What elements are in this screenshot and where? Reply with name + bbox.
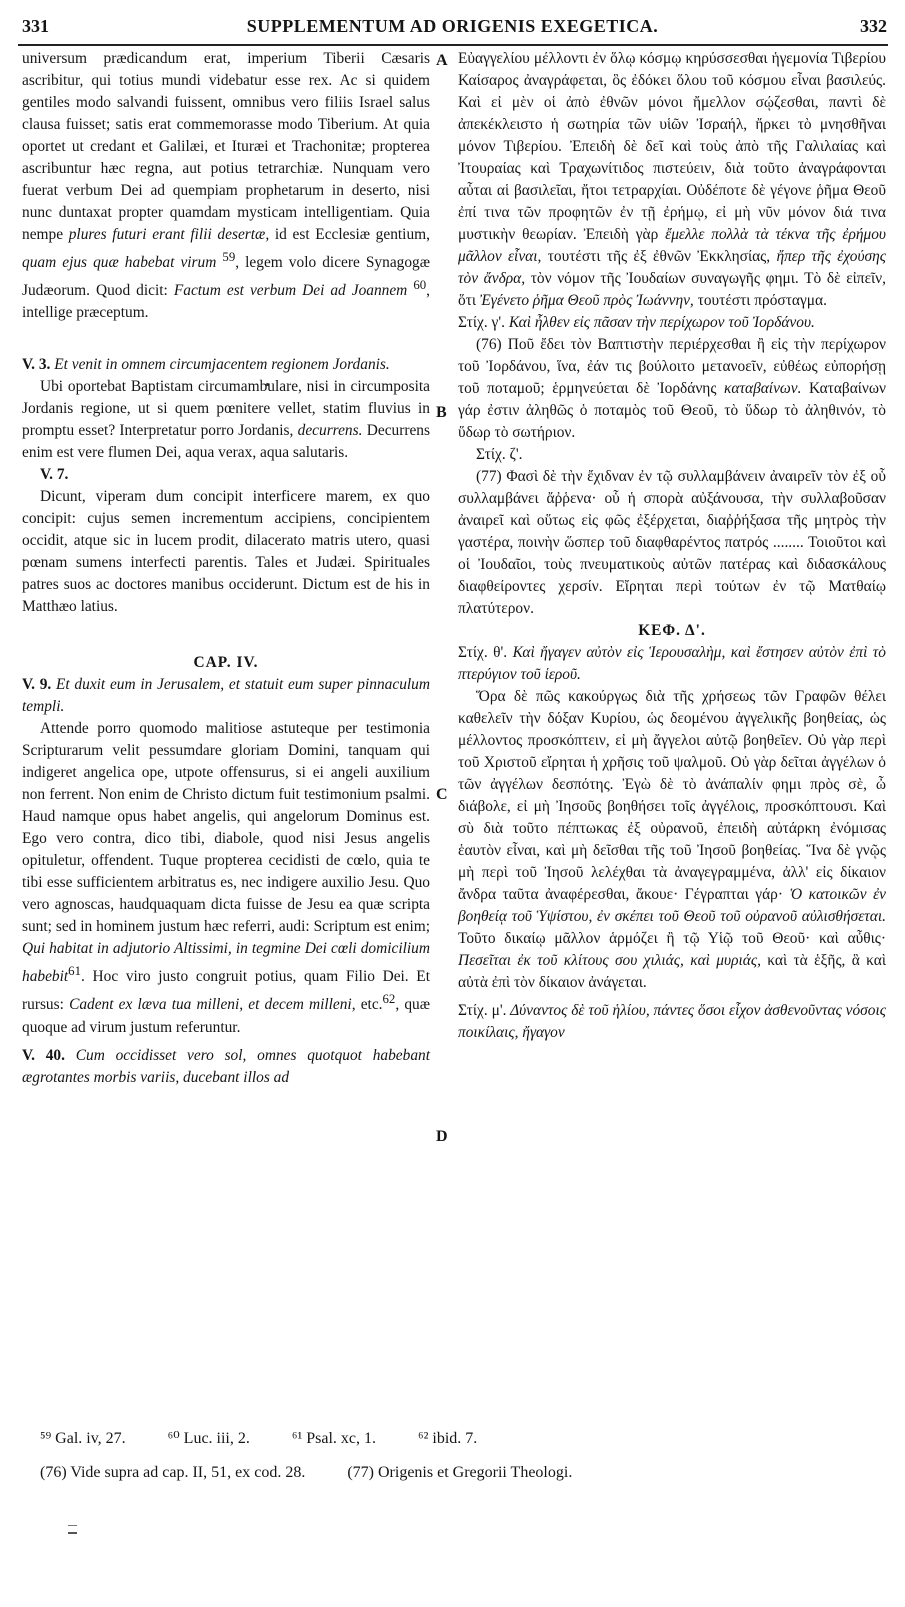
greek-paragraph-4: Ὅρα δὲ πῶς κακούργως διὰ τῆς χρήσεως τῶν Γραφῶν θέλει καθελεῖν τὴν δόξαν Κυρίου, ὡς δεομένου ἀγγελικῆς βοηθείας, ὡς μέλλοντος προσκόπτειν, εἰ μὴ ἄγγελοι αὐτῷ βοηθεῖεν. Οὐ γὰρ περὶ τοῦ Χριστοῦ εἴρηται ἡ χρῆσις τοῦ ψαλμοῦ. Οὐ γὰρ δεῖται ἀγγέλων ὁ τῶν ἀγγέλων δεσπότης. Ἐγὼ δὲ τὸ ἀνάπαλίν φημι πρὸς σὲ, ὦ διάβολε, εἰ μὴ Ἰησοῦς βοηθήσει τοῖς ἀγγέλοις, προσκόπτουσι. Καὶ σὺ διὰ τοῦτο πέπτωκας ἐξ οὐρανοῦ, ἐπειδὴ αὐτάρκη ἐνόμισας ἑαυτὸν εἶναι, καὶ μὴ δεῖσθαι τῆς τοῦ Ἰησοῦ βοηθείας. Ἵνα δὲ γνῷς μὴ περὶ τοῦ Ἰησοῦ λελέχθαι τὰ ἀναγεγραμμένα, ἀλλ' εἰς δίκαιον ἄνδρα ταῦτα ἀναφέρεσθαι, ἄκουε· Γέγραπται γάρ· Ὁ κατοικῶν ἐν βοηθείᾳ τοῦ Ὑψίστου, ἐν σκέπει τοῦ Θεοῦ τοῦ οὐρανοῦ αὐλισθήσεται. Τοῦτο δικαίῳ μᾶλλον ἁρμόζει ἢ τῷ Υἱῷ τοῦ Θεοῦ· καὶ αὖθις· Πεσεῖται ἐκ τοῦ κλίτους σου χιλιάς, καὶ μυριάς, καὶ τὰ ἑξῆς, ἃ καὶ αὐτὰ ἐπὶ τὸν δίκαιον ἀνάγεται. (458, 688, 886, 991)
margin-letter-b: B (436, 404, 447, 421)
footnote-61: ⁶¹ Psal. xc, 1. (291, 1430, 377, 1447)
greek-verse-heading-3: Στίχ. γ'. Καὶ ἦλθεν εἰς πᾶσαν τὴν περίχωρον τοῦ Ἰορδάνου. (458, 314, 815, 331)
latin-verse-heading-40: V. 40. Cum occidisset vero sol, omnes quotquot habebant ægrotantes morbis variis, ducebant illos ad (22, 1046, 430, 1086)
footnote-59: ⁵⁹ Gal. iv, 27. (40, 1430, 126, 1447)
footnote-62: ⁶² ibid. 7. (418, 1430, 478, 1447)
footnote-76: (76) Vide supra ad cap. II, 51, ex cod. 28. (40, 1464, 306, 1481)
page-number-left: 331 (22, 16, 49, 36)
greek-paragraph-1: Εὐαγγελίου μέλλοντι ἐν ὅλῳ κόσμῳ κηρύσσεσθαι ἡγεμονία Τιβερίου Καίσαρος ἀναγράφεται, ὃς ἐδόκει ὅλου τοῦ κόσμου εἶναι βασιλεύς. Καὶ εἰ μὲν οἱ ἀπὸ ἐθνῶν μόνοι ἤμελλον σῴζεσθαι, παντὶ δὲ ἀπεκέκλειστο ἡ σωτηρία τῶν υἱῶν Ἰσραήλ, ἤρκει τὸ μνησθῆναι μόνον Τιβερίου. Ἐπειδὴ δὲ δεῖ καὶ τοὺς ἀπὸ τῆς Γαλιλαίας καὶ Ἰτουραίας καὶ Τραχωνίτιδος πιστεύειν, διὰ τοῦτο ἀναγράφονται αὗται αἱ βασιλεῖαι, ἤτοι τετραρχίαι. Οὐδέποτε δὲ γέγονε ῥῆμα Θεοῦ ἐπί τινα τῶν προφητῶν ἐν τῇ ἐρήμῳ, εἰ μὴ νῦν μόνον διά τινα μυστικὴν θεωρίαν. Ἐπειδὴ γὰρ ἔμελλε πολλὰ τὰ τέκνα τῆς ἐρήμου μᾶλλον εἶναι, τουτέστι τῆς ἐξ ἐθνῶν Ἐκκλησίας, ἤπερ τῆς ἐχούσης τὸν ἄνδρα, τὸν νόμον τῆς Ἰουδαίων συναγωγῆς φημι. Τὸ δὲ εἰπεῖν, ὅτι Ἐγένετο ῥῆμα Θεοῦ πρὸς Ἰωάννην, τουτέστι πρόσταγμα. (458, 50, 886, 309)
greek-verse-heading-7: Στίχ. ζ'. (476, 446, 523, 463)
greek-verse-heading-9: Στίχ. θ'. Καὶ ἤγαγεν αὐτὸν εἰς Ἱερουσαλὴμ, καὶ ἔστησεν αὐτὸν ἐπὶ τὸ πτερύγιον τοῦ ἱεροῦ. (458, 644, 886, 683)
running-title: SUPPLEMENTUM AD ORIGENIS EXEGETICA. (246, 16, 659, 36)
latin-verse-heading-3: V. 3. Et venit in omnem circumjacentem regionem Jordanis. (22, 356, 390, 374)
page-number-right: 332 (860, 16, 887, 36)
latin-verse-heading-9: V. 9. Et duxit eum in Jerusalem, et statuit eum super pinnaculum templi. (22, 676, 430, 716)
margin-letter-c: C (436, 786, 448, 803)
footnotes-line-2 (40, 1462, 890, 1484)
greek-paragraph-3: (77) Φασὶ δὲ τὴν ἔχιδναν ἐν τῷ συλλαμβάνειν ἀναιρεῖν τὸν ἐξ οὗ συλλαμβάνει ἄῤῥενα· οὗ ἡ σπορὰ αὐξάνουσα, τὴν συλλαβοῦσαν ἀναιρεῖ καὶ οὕτως εἰς φῶς ἐξέρχεται, διαῤῥήξασα τῆς μητρὸς τὴν γαστέρα, ποινὴν ὥσπερ τοῦ διαφθαρέντος πατρός ........ Τοιοῦτοι καὶ οἱ Ἰουδαῖοι, τοὺς πνευματικοὺς αὐτῶν πατέρας καὶ διδασκάλους διαφθείροντες χερσίν. Εἴρηται περὶ τούτων ἐν τῷ Ματθαίῳ πλατύτερον. (458, 468, 886, 617)
margin-letter-a: A (436, 52, 448, 69)
footnotes-line-1 (40, 1428, 890, 1450)
latin-chapter-heading: CAP. IV. (193, 654, 259, 672)
greek-column (458, 48, 886, 1044)
greek-verse-heading-40: Στίχ. μ'. Δύναντος δὲ τοῦ ἡλίου, πάντες ὅσοι εἶχον ἀσθενοῦντας νόσοις ποικίλαις, ἤγαγον (458, 1002, 886, 1041)
latin-paragraph-2: Ubi oportebat Baptistam circumambulare, nisi in circumposita Jordanis regione, ut si quem pœnitere vellet, statim fluvius in promptu esset? Interpretatur porro Jordanis, decurrens. Decurrens enim est vere flumen Dei, aqua verax, aqua salutaris. (22, 378, 430, 462)
latin-paragraph-1: universum prædicandum erat, imperium Tiberii Cæsaris ascribitur, qui totius mundi videbatur esse rex. Ac si quidem gentiles modo salvandi fuissent, omnibus vero filiis Israel salus clausa fuisset; satis erat commemorasse modo Tiberium. At quia oportet ut credant et Galilæi, et Ituræi et Trachonitæ; propterea ascribuntur hæc regna, aut potius tetrarchiæ. Nunquam vero fuerat verbum Dei ad quempiam prophetarum in deserto, nisi nunc duntaxat propter quamdam mysticam intelligentiam. Quia nempe plures futuri erant filii desertæ, id est Ecclesiæ gentium, quam ejus quæ habebat virum $^{59}$, legem volo dicere Synagogæ Judæorum. Quod dicit: Factum est verbum Dei ad Joannem $^{60}$, intellige præceptum. (22, 50, 430, 322)
latin-verse-heading-7: V. 7. (40, 466, 69, 484)
latin-paragraph-4: Attende porro quomodo malitiose astuteque per testimonia Scripturarum velit pessumdare gloriam Domini, tanquam qui indigeret angelica ope, utpote offensurus, si ei angeli auxilium non ferrent. Non enim de Christo dictum fuit testimonium psalmi. Haud namque opus habet angelis, qui angelorum Dominus est. Ego vero contra, dico tibi, diabole, quod nisi Jesus angelis opituletur, offendent. Tuque propterea cecidisti de cœlo, quia te tibi esse sufficientem arbitratus es, nec indigere auxilio Jesu. Quo vero agnoscas, haudquaquam dicta fuisse de Jesu ea quæ scripta sunt; sed in hominem justum hæc referri, audi: Scriptum est enim; Qui habitat in adjutorio Altissimi, in tegmine Dei cœli domicilium habebit$^{61}$. Hoc viro justo congruit potius, quam Filio Dei. Et rursus: Cadent ex læva tua milleni, et decem milleni, etc.$^{62}$, quæ quoque ad virum justum referuntur. (22, 720, 430, 1036)
margin-letter-d: D (436, 1128, 448, 1145)
greek-chapter-heading: ΚΕΦ. Δ'. (638, 622, 706, 639)
footnote-60: ⁶⁰ Luc. iii, 2. (167, 1430, 250, 1447)
latin-paragraph-3: Dicunt, viperam dum concipit interficere marem, ex quo concipit: cujus semen incrementum accipiens, concipientem occidit, atque sic in lucem prodit, dilacerato matris utero, quasi pœnam sumens interfecti parentis. Tales et Judæi. Spirituales patres suos ac doctores manibus occiderunt. Dictum est de his in Matthæo latius. (22, 488, 430, 616)
latin-column (22, 48, 430, 1089)
page-header (0, 10, 905, 40)
footnote-77: (77) Origenis et Gregorii Theologi. (347, 1464, 573, 1481)
greek-paragraph-2: (76) Ποῦ ἔδει τὸν Βαπτιστὴν περιέρχεσθαι ἢ εἰς τὴν περίχωρον τοῦ Ἰορδάνου, ἵνα, ἐάν τις βούλοιτο μετανοεῖν, εὐθέως εὐπορήσῃ τοῦ ποταμοῦ; ἑρμηνεύεται δὲ Ἰορδάνης καταβαίνων. Καταβαίνων γάρ ἐστιν ἀληθῶς ὁ ποταμὸς τοῦ Θεοῦ, τὸ ὕδωρ τὸ ἀληθινόν, τὸ ὕδωρ τὸ σωτήριον. (458, 336, 886, 441)
ink-smudge (68, 1525, 77, 1534)
header-rule (18, 44, 888, 46)
